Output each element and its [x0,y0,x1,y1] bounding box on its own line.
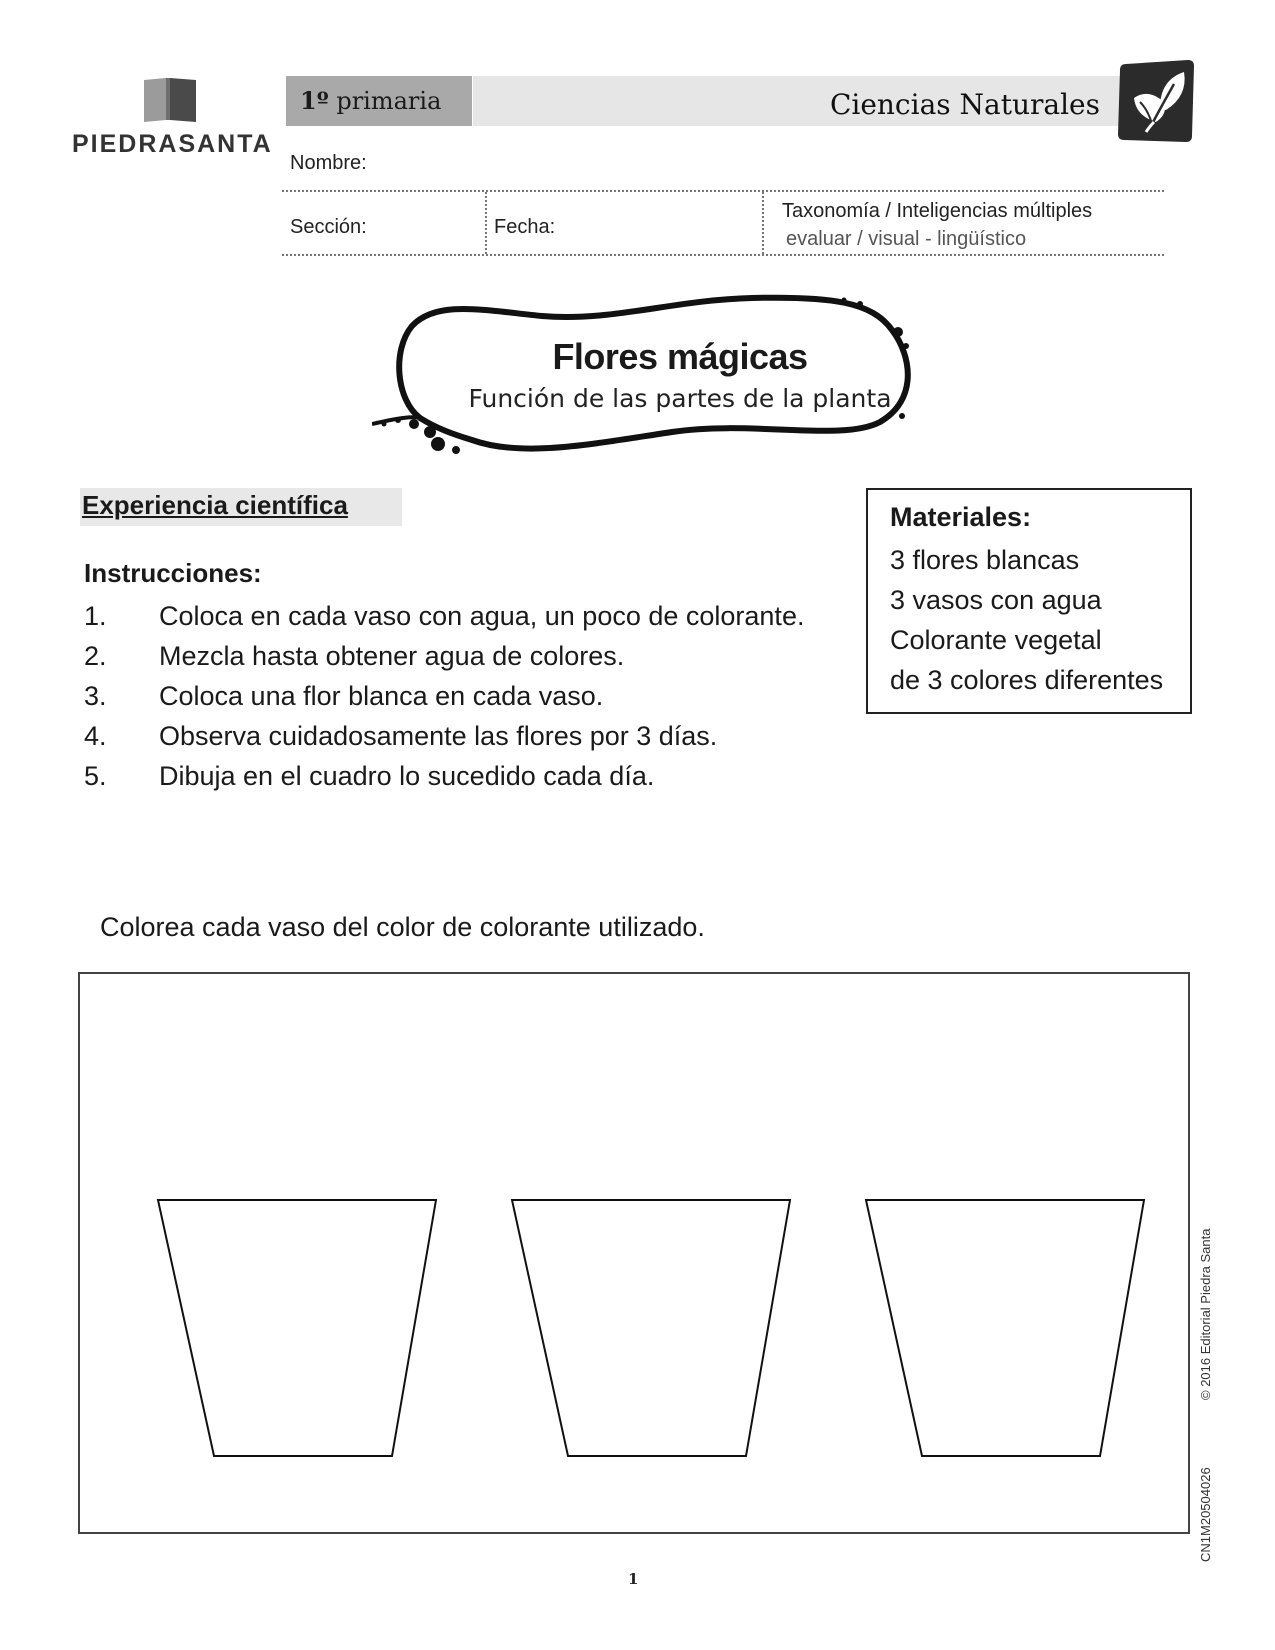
taxonomy-values: evaluar / visual - lingüístico [786,228,1027,250]
leaf-icon [1116,58,1196,144]
activity-prompt: Colorea cada vaso del color de colorante utilizado. [100,912,705,942]
instruction-item [84,716,804,756]
instruction-text: Coloca una flor blanca en cada vaso. [159,681,604,711]
activity-title: Flores mágicas [552,336,808,377]
instruction-number: 1. [84,601,107,631]
instruction-number: 4. [84,721,107,751]
section-heading: Experiencia científica [82,490,348,520]
cup-outline-2 [512,1200,790,1456]
instruction-text: Dibuja en el cuadro lo sucedido cada día. [159,761,655,791]
material-item: de 3 colores diferentes [890,665,1164,695]
materials-heading: Materiales: [890,502,1032,532]
cups-drawing [78,972,1190,1534]
form-divider [282,190,1164,192]
section-field-label: Sección: [290,216,367,238]
page-number: 1 [628,1570,639,1588]
instruction-item [84,636,804,676]
subject-title: Ciencias Naturales [829,88,1100,121]
activity-subtitle: Función de las partes de la planta [468,384,892,413]
material-item: 3 vasos con agua [890,585,1102,615]
taxonomy-title: Taxonomía / Inteligencias múltiples [782,200,1093,222]
instruction-item [84,676,804,716]
materials-list [890,540,1163,700]
instruction-text: Coloca en cada vaso con agua, un poco de colorante. [159,601,805,631]
instructions-heading: Instrucciones: [84,558,262,588]
name-field-label: Nombre: [290,152,367,174]
instruction-text: Mezcla hasta obtener agua de colores. [159,641,625,671]
instruction-item [84,596,804,636]
copyright-text: © 2016 Editorial Piedra Santa [1198,1228,1213,1400]
book-logo-icon [140,74,200,124]
form-divider [762,192,764,254]
instruction-number: 5. [84,761,107,791]
grade-number: 1º [300,86,329,115]
instruction-text: Observa cuidadosamente las flores por 3 días. [159,721,718,751]
title-bubble [372,290,944,470]
grade-word: primaria [336,87,442,115]
brand-logo: PIEDRASANTA [72,130,273,158]
cup-outline-3 [866,1200,1144,1456]
cup-outline-1 [158,1200,436,1456]
material-item: Colorante vegetal [890,625,1102,655]
instructions-list [84,596,804,796]
instruction-item [84,756,804,796]
instruction-number: 2. [84,641,107,671]
date-field-label: Fecha: [494,216,556,238]
product-code: CN1M20504026 [1198,1467,1213,1562]
material-item: 3 flores blancas [890,545,1080,575]
form-divider [282,254,1164,256]
form-divider [485,192,487,254]
grade-label [300,86,441,115]
instruction-number: 3. [84,681,107,711]
